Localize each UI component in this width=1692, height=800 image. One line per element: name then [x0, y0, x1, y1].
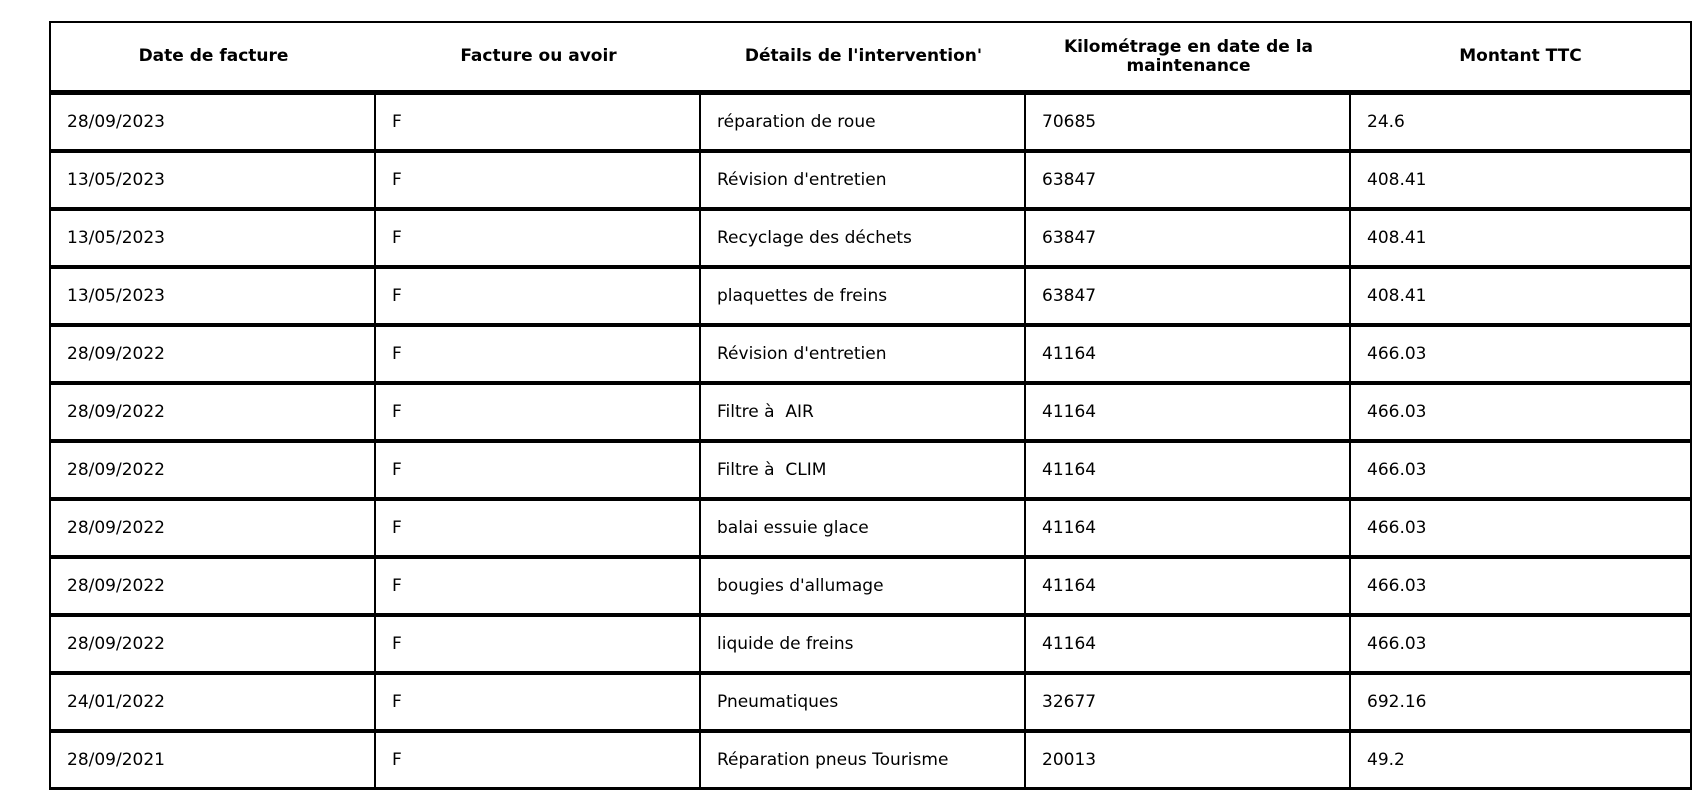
cell-details: Pneumatiques	[701, 675, 1026, 729]
cell-montant: 466.03	[1351, 559, 1692, 613]
cell-date: 28/09/2022	[51, 385, 376, 439]
cell-montant: 466.03	[1351, 443, 1692, 497]
header-montant-ttc: Montant TTC	[1351, 23, 1692, 90]
header-kilometrage: Kilométrage en date de la maintenance	[1063, 36, 1314, 76]
cell-kilometrage: 41164	[1026, 559, 1351, 613]
cell-date: 28/09/2022	[51, 327, 376, 381]
cell-kilometrage: 63847	[1026, 211, 1351, 265]
cell-date: 13/05/2023	[51, 153, 376, 207]
cell-details: liquide de freins	[701, 617, 1026, 671]
cell-type: F	[376, 153, 701, 207]
header-facture-ou-avoir: Facture ou avoir	[460, 46, 617, 66]
table-row	[49, 557, 1692, 616]
table-body	[49, 93, 1692, 790]
cell-date: 13/05/2023	[51, 211, 376, 265]
cell-kilometrage: 63847	[1026, 269, 1351, 323]
cell-kilometrage: 41164	[1026, 617, 1351, 671]
cell-montant: 692.16	[1351, 675, 1692, 729]
cell-date: 28/09/2022	[51, 443, 376, 497]
cell-details: réparation de roue	[701, 95, 1026, 149]
cell-montant: 466.03	[1351, 385, 1692, 439]
table-row	[49, 209, 1692, 268]
cell-kilometrage: 41164	[1026, 327, 1351, 381]
cell-type: F	[376, 733, 701, 787]
cell-type: F	[376, 385, 701, 439]
cell-kilometrage: 41164	[1026, 443, 1351, 497]
cell-type: F	[376, 211, 701, 265]
cell-type: F	[376, 443, 701, 497]
table-row	[49, 93, 1692, 152]
cell-details: Recyclage des déchets	[701, 211, 1026, 265]
cell-details: Révision d'entretien	[701, 153, 1026, 207]
cell-kilometrage: 20013	[1026, 733, 1351, 787]
cell-type: F	[376, 327, 701, 381]
table-row	[49, 441, 1692, 500]
cell-montant: 408.41	[1351, 211, 1692, 265]
table-row	[49, 267, 1692, 326]
cell-date: 28/09/2022	[51, 501, 376, 555]
cell-montant: 466.03	[1351, 327, 1692, 381]
cell-kilometrage: 63847	[1026, 153, 1351, 207]
table-row	[49, 499, 1692, 558]
cell-montant: 408.41	[1351, 269, 1692, 323]
table-row	[49, 731, 1692, 790]
cell-date: 28/09/2022	[51, 559, 376, 613]
cell-details: Filtre à CLIM	[701, 443, 1026, 497]
cell-montant: 24.6	[1351, 95, 1692, 149]
cell-date: 24/01/2022	[51, 675, 376, 729]
cell-type: F	[376, 675, 701, 729]
cell-details: Filtre à AIR	[701, 385, 1026, 439]
cell-details: Réparation pneus Tourisme	[701, 733, 1026, 787]
cell-type: F	[376, 501, 701, 555]
cell-date: 28/09/2023	[51, 95, 376, 149]
cell-type: F	[376, 559, 701, 613]
cell-details: Révision d'entretien	[701, 327, 1026, 381]
cell-kilometrage: 41164	[1026, 501, 1351, 555]
cell-type: F	[376, 617, 701, 671]
cell-date: 28/09/2022	[51, 617, 376, 671]
cell-details: bougies d'allumage	[701, 559, 1026, 613]
cell-details: balai essuie glace	[701, 501, 1026, 555]
table-row	[49, 615, 1692, 674]
table-row	[49, 383, 1692, 442]
cell-kilometrage: 70685	[1026, 95, 1351, 149]
table-row	[49, 151, 1692, 210]
table-row	[49, 673, 1692, 732]
cell-type: F	[376, 95, 701, 149]
cell-kilometrage: 32677	[1026, 675, 1351, 729]
cell-date: 28/09/2021	[51, 733, 376, 787]
cell-kilometrage: 41164	[1026, 385, 1351, 439]
cell-montant: 466.03	[1351, 501, 1692, 555]
cell-montant: 408.41	[1351, 153, 1692, 207]
cell-details: plaquettes de freins	[701, 269, 1026, 323]
header-date-facture: Date de facture	[138, 46, 289, 66]
cell-date: 13/05/2023	[51, 269, 376, 323]
table-row	[49, 325, 1692, 384]
table-header-row	[49, 21, 1692, 93]
cell-montant: 466.03	[1351, 617, 1692, 671]
header-details-intervention: Détails de l'intervention'	[744, 46, 983, 66]
maintenance-table	[49, 21, 1692, 790]
cell-montant: 49.2	[1351, 733, 1692, 787]
cell-type: F	[376, 269, 701, 323]
